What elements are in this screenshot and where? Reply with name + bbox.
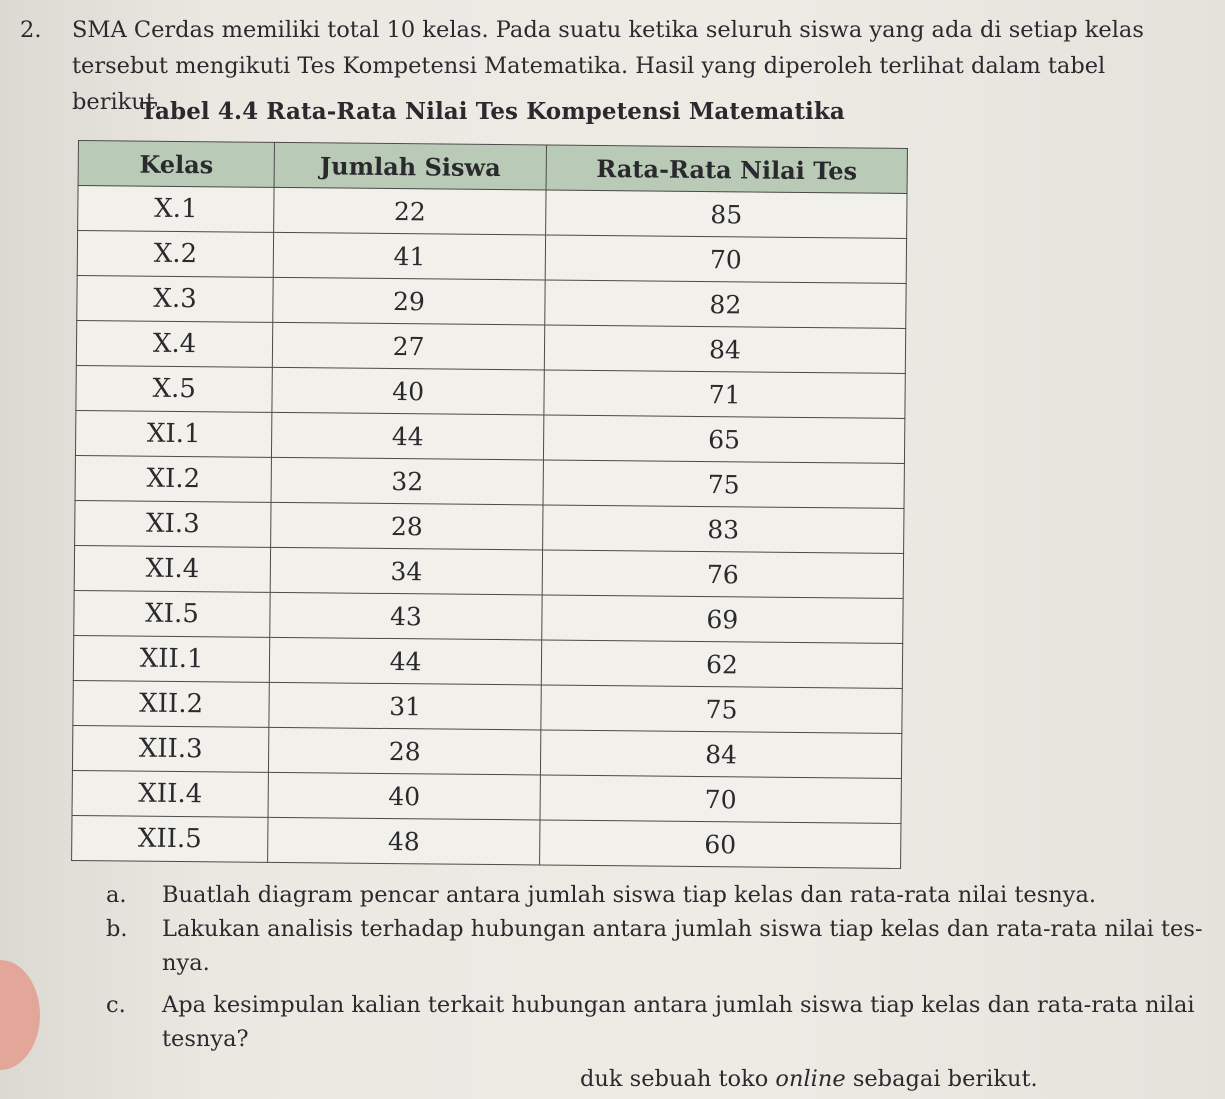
table-row [73,680,902,733]
table-row [74,590,903,643]
table-row [72,770,901,823]
cell-jumlah-siswa: 41 [273,232,545,280]
cell-kelas: X.1 [78,186,275,233]
table-row [74,545,903,598]
table-row [76,320,905,373]
cell-rata-rata: 75 [543,460,904,508]
task-b [70,912,1220,980]
cell-jumlah-siswa: 29 [273,277,545,325]
table-row [73,635,902,688]
cell-jumlah-siswa: 27 [272,322,544,370]
cell-jumlah-siswa: 44 [272,412,544,460]
table-row [75,455,904,508]
task-letter: a. [106,882,127,908]
cell-rata-rata: 71 [544,370,905,418]
cell-rata-rata: 65 [543,415,904,463]
cell-kelas: X.2 [77,231,274,278]
cell-jumlah-siswa: 34 [270,547,542,595]
cutoff-text-after: sebagai berikut. [845,1066,1038,1092]
cell-kelas: XI.5 [74,590,271,637]
table-body [72,186,907,869]
cell-rata-rata: 60 [540,820,901,868]
cell-jumlah-siswa: 32 [271,457,543,505]
cell-jumlah-siswa: 40 [268,772,540,820]
data-table [71,140,908,869]
table-header-row [78,141,907,194]
question-number: 2. [20,17,42,43]
cell-kelas: XII.4 [72,770,269,817]
cell-rata-rata: 70 [545,235,906,283]
table-row [75,410,904,463]
table-row [72,725,901,778]
cell-rata-rata: 83 [543,505,904,553]
cell-rata-rata: 84 [544,325,905,373]
table-row [78,186,907,239]
cell-rata-rata: 62 [541,640,902,688]
cell-kelas: X.4 [76,320,273,367]
header-jumlah-siswa: Jumlah Siswa [274,142,546,190]
question-text: SMA Cerdas memiliki total 10 kelas. Pada suatu ketika seluruh siswa yang ada di setiap kelas tersebut mengikuti Tes Kompetensi Matematika. Hasil yang diperoleh terlihat dalam tabel berikut. [72,17,1144,115]
cell-rata-rata: 69 [542,595,903,643]
table-caption: Tabel 4.4 Rata-Rata Nilai Tes Kompetensi Matematika [140,98,845,125]
cell-jumlah-siswa: 48 [268,817,540,865]
cell-kelas: XI.4 [74,545,271,592]
cell-rata-rata: 75 [541,685,902,733]
cell-kelas: XII.2 [73,680,270,727]
cutoff-text-italic: online [775,1066,846,1092]
cell-jumlah-siswa: 43 [270,592,542,640]
cell-kelas: XI.2 [75,455,272,502]
cell-kelas: XII.5 [72,815,269,862]
task-letter: b. [106,916,128,942]
task-letter: c. [106,992,126,1018]
header-rata-rata: Rata-Rata Nilai Tes [546,145,907,193]
table-row [72,815,901,868]
task-a [70,878,1220,912]
cutoff-text-before: duk sebuah toko [580,1066,776,1092]
table-row [76,365,905,418]
cell-kelas: X.3 [77,275,274,322]
table-row [75,500,904,553]
cell-jumlah-siswa: 44 [269,637,541,685]
cell-kelas: XII.1 [73,635,270,682]
task-text: Buatlah diagram pencar antara jumlah siswa tiap kelas dan rata-rata nilai tesnya. [162,882,1097,908]
cell-jumlah-siswa: 28 [271,502,543,550]
cell-kelas: X.5 [76,365,273,412]
task-text: Apa kesimpulan kalian terkait hubungan antara jumlah siswa tiap kelas dan rata-rata nilai tesnya? [162,992,1195,1052]
cell-jumlah-siswa: 28 [269,727,541,775]
table-row [77,275,906,328]
task-list [70,878,1220,1056]
cell-kelas: XII.3 [72,725,269,772]
header-kelas: Kelas [78,141,275,188]
table-row [77,231,906,284]
cell-rata-rata: 82 [545,280,906,328]
cell-rata-rata: 84 [540,730,901,778]
cell-rata-rata: 85 [546,190,907,238]
cutoff-next-question-text [580,1066,1038,1092]
task-text: Lakukan analisis terhadap hubungan antara jumlah siswa tiap kelas dan rata-rata nilai tes-nya. [162,916,1203,976]
cell-jumlah-siswa: 22 [274,187,546,235]
cell-jumlah-siswa: 31 [269,682,541,730]
task-c [70,988,1220,1056]
cell-kelas: XI.3 [75,500,272,547]
cell-jumlah-siswa: 40 [272,367,544,415]
cell-rata-rata: 76 [542,550,903,598]
cell-kelas: XI.1 [75,410,272,457]
cell-rata-rata: 70 [540,775,901,823]
